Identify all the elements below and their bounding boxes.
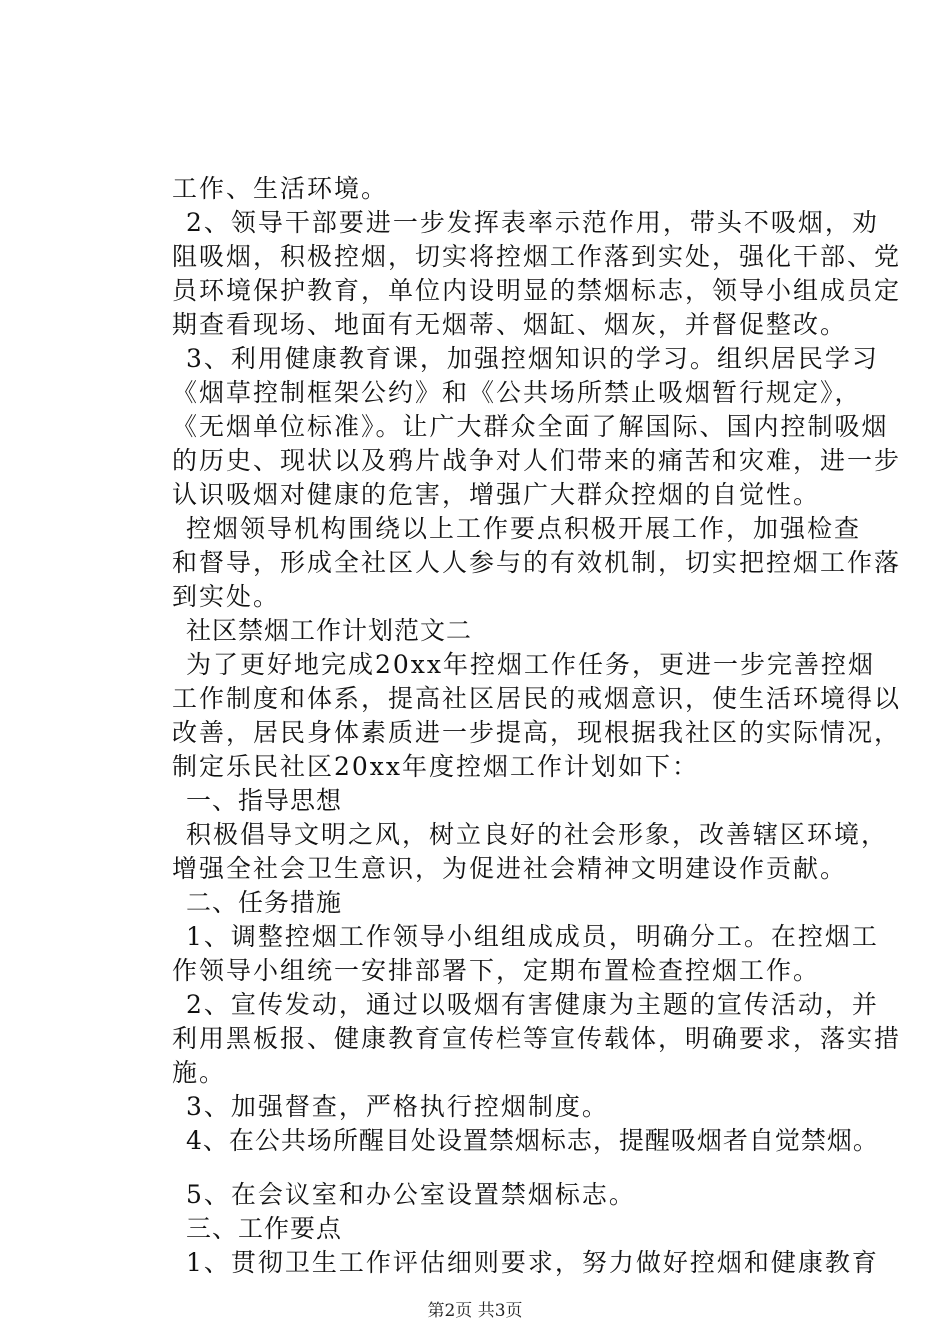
text-line: 工作制度和体系，提高社区居民的戒烟意识，使生活环境得以: [172, 684, 902, 713]
text-line: 为了更好地完成20xx年控烟工作任务，更进一步完善控烟: [186, 650, 876, 679]
text-line: 3、加强督查，严格执行控烟制度。: [186, 1092, 609, 1121]
text-line: 阻吸烟，积极控烟，切实将控烟工作落到实处，强化干部、党: [172, 242, 902, 271]
text-line: 员环境保护教育，单位内设明显的禁烟标志，领导小组成员定: [172, 276, 902, 305]
text-line: 改善，居民身体素质进一步提高，现根据我社区的实际情况，: [172, 718, 902, 747]
text-line: 利用黑板报、健康教育宣传栏等宣传载体，明确要求，落实措: [172, 1024, 902, 1053]
text-line: 1、调整控烟工作领导小组组成成员，明确分工。在控烟工: [186, 922, 879, 951]
text-line: 施。: [172, 1058, 227, 1087]
text-line: 5、在会议室和办公室设置禁烟标志。: [186, 1180, 636, 1209]
page-number: 第2页 共3页: [427, 1301, 523, 1321]
text-line: 2、领导干部要进一步发挥表率示范作用，带头不吸烟，劝: [186, 208, 879, 237]
text-line: 《烟草控制框架公约》和《公共场所禁止吸烟暂行规定》，: [172, 378, 862, 407]
text-line: 和督导，形成全社区人人参与的有效机制，切实把控烟工作落: [172, 548, 902, 577]
text-line: 增强全社会卫生意识，为促进社会精神文明建设作贡献。: [172, 854, 848, 883]
text-line: 期查看现场、地面有无烟蒂、烟缸、烟灰，并督促整改。: [172, 310, 848, 339]
text-line: 积极倡导文明之风，树立良好的社会形象，改善辖区环境，: [186, 820, 889, 849]
text-line: 工作、生活环境。: [172, 174, 389, 203]
text-line: 到实处。: [172, 582, 281, 611]
section-title: 社区禁烟工作计划范文二: [186, 616, 473, 645]
text-line: 控烟领导机构围绕以上工作要点积极开展工作，加强检查: [186, 514, 862, 543]
text-line: 3、利用健康教育课，加强控烟知识的学习。组织居民学习: [186, 344, 879, 373]
text-line: 4、在公共场所醒目处设置禁烟标志，提醒吸烟者自觉禁烟。: [186, 1126, 879, 1155]
text-line: 作领导小组统一安排部署下，定期布置检查控烟工作。: [172, 956, 821, 985]
text-line: 的历史、现状以及鸦片战争对人们带来的痛苦和灾难，进一步: [172, 446, 902, 475]
text-line: 《无烟单位标准》。让广大群众全面了解国际、国内控制吸烟: [172, 412, 889, 441]
text-line: 2、宣传发动，通过以吸烟有害健康为主题的宣传活动，并: [186, 990, 879, 1019]
text-line: 1、贯彻卫生工作评估细则要求，努力做好控烟和健康教育: [186, 1248, 879, 1277]
section-heading: 二、任务措施: [186, 888, 343, 917]
text-line: 制定乐民社区20xx年度控烟工作计划如下：: [172, 752, 700, 781]
section-heading: 三、工作要点: [186, 1214, 343, 1243]
text-line: 认识吸烟对健康的危害，增强广大群众控烟的自觉性。: [172, 480, 821, 509]
section-heading: 一、指导思想: [186, 786, 343, 815]
